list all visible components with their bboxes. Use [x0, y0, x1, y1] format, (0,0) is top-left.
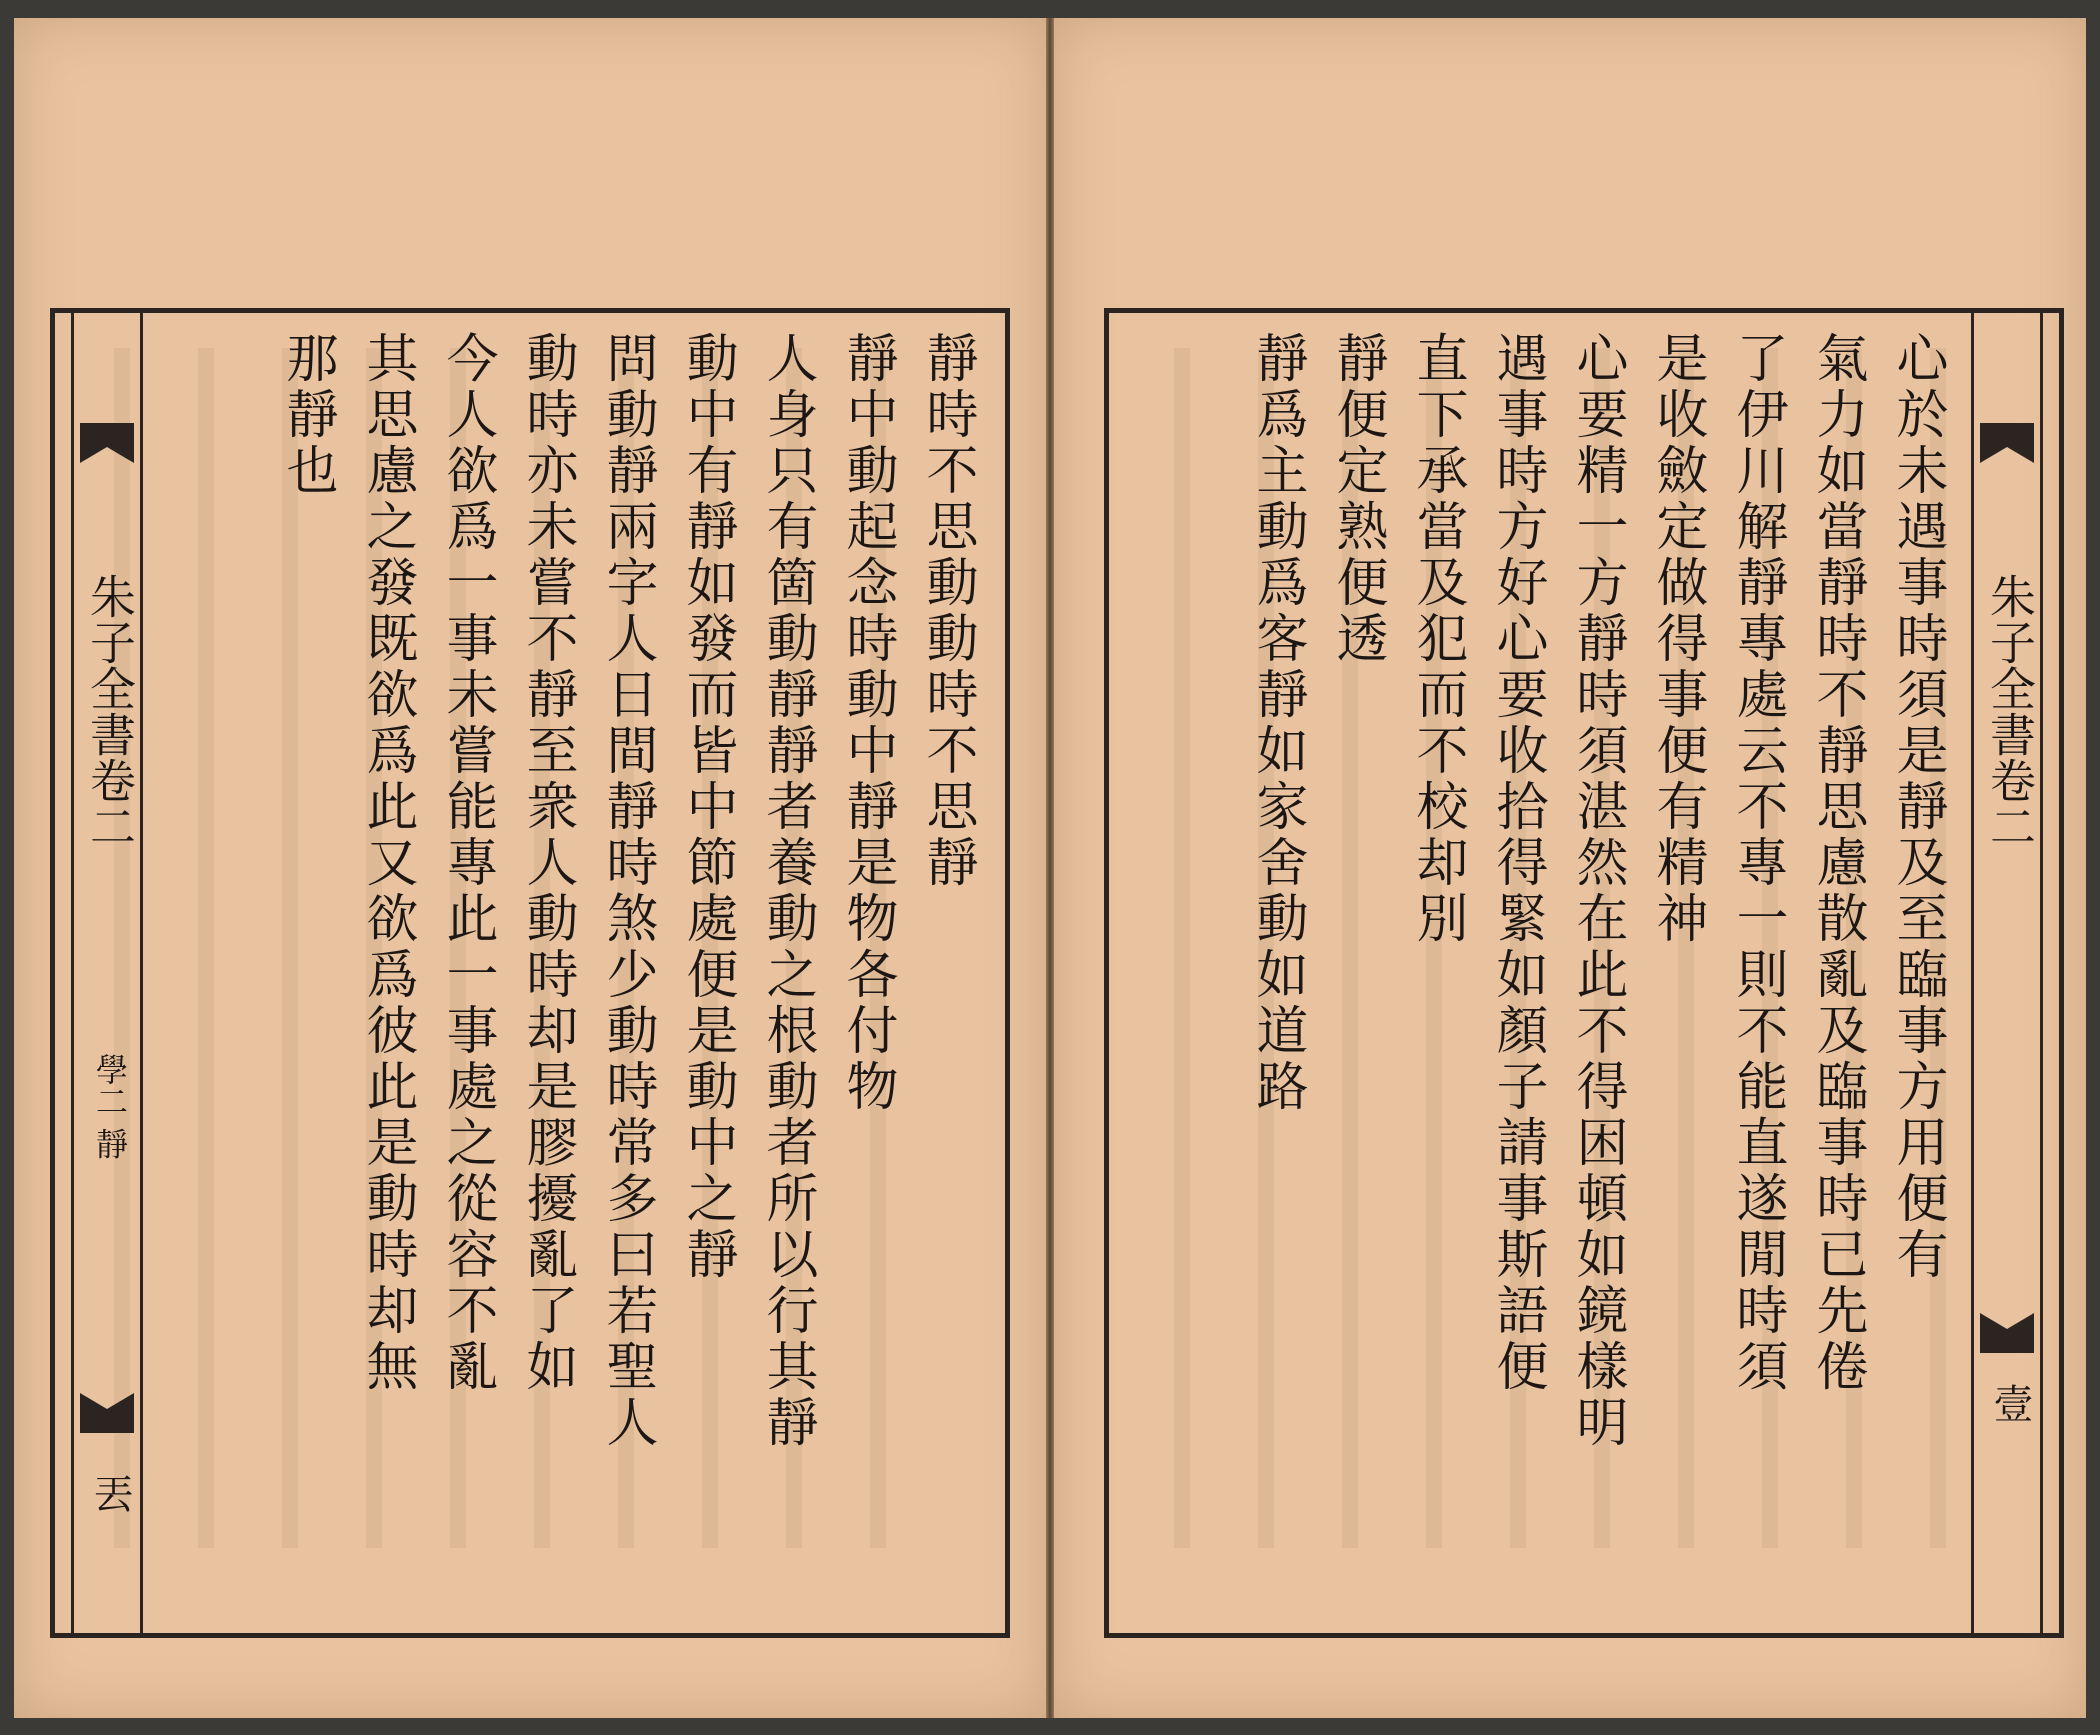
text-column: 靜爲主動爲客靜如家舍動如道路: [1247, 331, 1307, 1115]
text-column: 問動靜兩字人日間靜時煞少動時常多曰若聖人: [597, 331, 657, 1451]
left-text-area: [155, 331, 979, 1615]
left-margin-section: 學二 靜: [91, 1053, 129, 1160]
text-column: 今人欲爲一事未嘗能專此一事處之從容不亂: [437, 331, 497, 1395]
right-page: [1054, 18, 2086, 1718]
fish-tail-lower-icon: [80, 1393, 134, 1433]
text-column: 靜時不思動動時不思靜: [917, 331, 977, 891]
fish-tail-lower-icon: [1980, 1313, 2034, 1353]
text-column: 直下承當及犯而不校却別: [1407, 331, 1467, 947]
text-column: 了伊川解靜專處云不專一則不能直遂閒時須: [1727, 331, 1787, 1395]
right-text-frame: [1104, 308, 2064, 1638]
text-column: 靜中動起念時動中靜是物各付物: [837, 331, 897, 1115]
text-column: 那靜也: [277, 331, 337, 499]
left-margin-page-number: 丟: [87, 1473, 133, 1513]
right-margin-title: 朱子全書卷二: [1983, 573, 2037, 849]
fish-tail-upper-icon: [80, 423, 134, 463]
text-column: 遇事時方好心要收拾得緊如顏子請事斯語便: [1487, 331, 1547, 1395]
text-column: 人身只有箇動靜靜者養動之根動者所以行其靜: [757, 331, 817, 1451]
left-page: [14, 18, 1046, 1718]
text-column: 是收斂定做得事便有精神: [1647, 331, 1707, 947]
left-text-frame: [50, 308, 1010, 1638]
fish-tail-upper-icon: [1980, 423, 2034, 463]
right-center-margin: [1971, 313, 2043, 1633]
text-column: 動時亦未嘗不靜至衆人動時却是膠擾亂了如: [517, 331, 577, 1395]
text-column: 動中有靜如發而皆中節處便是動中之靜: [677, 331, 737, 1283]
text-column: 心要精一方靜時須湛然在此不得困頓如鏡樣明: [1567, 331, 1627, 1451]
text-column: 靜便定熟便透: [1327, 331, 1387, 667]
text-column: 心於未遇事時須是靜及至臨事方用便有: [1887, 331, 1947, 1283]
right-text-area: [1133, 331, 1949, 1615]
text-column: 其思慮之發既欲爲此又欲爲彼此是動時却無: [357, 331, 417, 1395]
left-margin-title: 朱子全書卷二: [83, 573, 137, 849]
right-margin-page-number: 壹: [1987, 1383, 2033, 1423]
text-column: 氣力如當靜時不靜思慮散亂及臨事時已先倦: [1807, 331, 1867, 1395]
left-center-margin: [71, 313, 143, 1633]
